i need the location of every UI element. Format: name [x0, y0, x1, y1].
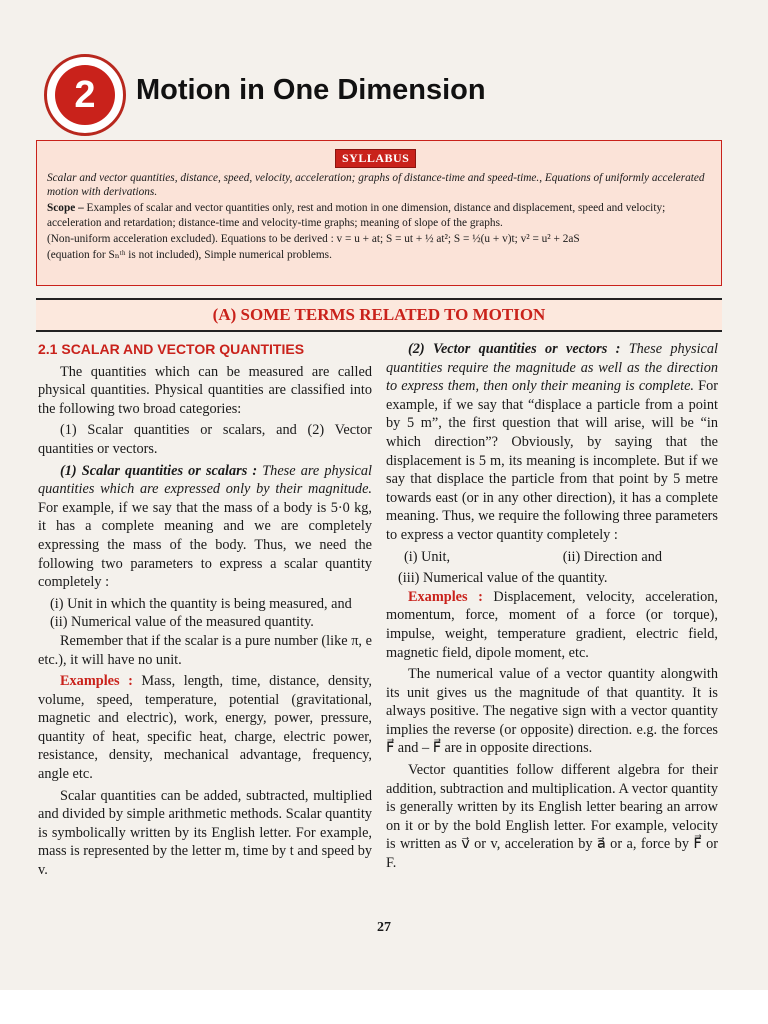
vector-definition [386, 340, 718, 545]
paragraph: (1) Scalar quantities or scalars, and (2) Vector quantities or vectors. [38, 422, 372, 457]
scalar-definition [38, 462, 372, 592]
chapter-number-badge [44, 54, 126, 136]
chapter-number: 2 [55, 65, 115, 125]
list-item: (iii) Numerical value of the quantity. [398, 570, 608, 587]
vector-examples [386, 588, 718, 662]
section-heading: (A) SOME TERMS RELATED TO MOTION [212, 305, 546, 324]
vector-lead: (2) Vector quantities or vectors : [408, 341, 621, 357]
scalar-rest: For example, if we say that the mass of a body is 5·0 kg, it has a complete meaning and we are completely expressing the mass of the body. Thus, we need the following two parameters to express a scalar quantity completely : [38, 499, 372, 591]
syllabus-note: (equation for Sₙᵗʰ is not included), Simple numerical problems. [47, 249, 332, 262]
paragraph: The quantities which can be measured are called physical quantities. Physical quantities are classified into the following two broad categories: [38, 363, 372, 417]
list-item: (i) Unit, [404, 548, 451, 565]
paragraph: Vector quantities follow different algebra for their addition, subtraction and multiplication. A vector quantity is generally written by its English letter bearing an arrow on it or by the bold English letter. For example, velocity is written as v⃗ or v, acceleration by a⃗ or a, force by F⃗ or F. [386, 762, 718, 872]
syllabus-intro: Scalar and vector quantities, distance, speed, velocity, acceleration; graphs of distance-time and speed-time., Equations of uniformly accelerated motion with derivations. [47, 172, 705, 199]
paragraph: Remember that if the scalar is a pure number (like π, e etc.), it will have no unit. [38, 632, 372, 668]
subsection-heading: 2.1 SCALAR AND VECTOR QUANTITIES [38, 341, 305, 357]
scalar-def: These are physical quantities which are expressed only by their magnitude. [38, 462, 372, 498]
page-number: 27 [377, 920, 391, 935]
syllabus-scope [47, 201, 709, 229]
section-heading-band [36, 298, 722, 332]
right-column [386, 340, 718, 876]
left-column [38, 340, 372, 883]
paragraph: The numerical value of a vector quantity alongwith its unit gives us the magnitude of that quantity. It is always positive. The negative sign with a vector quantity implies the reverse (or opposite) direction. e.g. the forces F⃗ and – F⃗ are in opposite directions. [386, 666, 718, 757]
scalar-examples [38, 672, 372, 784]
scalar-lead: (1) Scalar quantities or scalars : [60, 462, 258, 479]
vector-rest: For example, if we say that “displace a particle from a point by 5 m”, the first question that will arise, will be “in which direction”? Obviously, by saying that the displacement is 5 m, its meaning is incomplete. But if we say that displace the particle from that point by 5 metre towards east (or in any other direction), it has a complete meaning. Thus, we require the following three parameters to express a vector quantity completely : [386, 378, 718, 543]
syllabus-text [47, 171, 709, 264]
examples-label: Examples : [60, 673, 133, 690]
syllabus-label: SYLLABUS [335, 149, 416, 168]
examples-text: Displacement, velocity, acceleration, momentum, force, moment of a force (or torque), impulse, weight, temperature gradient, electric field, magnetic field, dipole moment, etc. [386, 588, 718, 661]
list-row [386, 548, 718, 567]
syllabus-box [36, 140, 722, 286]
examples-label: Examples : [408, 588, 483, 605]
paragraph: Scalar quantities can be added, subtracted, multiplied and divided by simple arithmetic methods. Scalar quantity is symbolically written by its English letter. For example, mass is represented by the letter m, time by t and speed by v. [38, 787, 372, 879]
examples-text: Mass, length, time, distance, density, volume, speed, temperature, potential (gravitational, magnetic and electric), work, energy, power, pressure, quantity of heat, specific heat, charge, electric power, resistance, density, mechanical advantage, frequency, angle etc. [38, 673, 372, 783]
vector-def: These physical quantities require the magnitude as well as the direction to express them, then only their meaning is complete. [386, 341, 719, 395]
scope-text: Examples of scalar and vector quantities only, rest and motion in one dimension, distance and displacement, speed and velocity; acceleration and retardation; distance-time and velocity-time graphs; meaning of slope of the graphs. [47, 202, 666, 229]
scope-label: Scope – [47, 202, 84, 215]
list-item: (i) Unit in which the quantity is being measured, and [50, 595, 352, 612]
chapter-title: Motion in One Dimension [136, 74, 486, 106]
list-item: (ii) Numerical value of the measured quantity. [50, 614, 314, 631]
list-item: (ii) Direction and [562, 548, 662, 565]
syllabus-equations: (Non-uniform acceleration excluded). Equations to be derived : v = u + at; S = ut + ½ at²; S = ½(u + v)t; v² = u² + 2aS [47, 232, 580, 245]
